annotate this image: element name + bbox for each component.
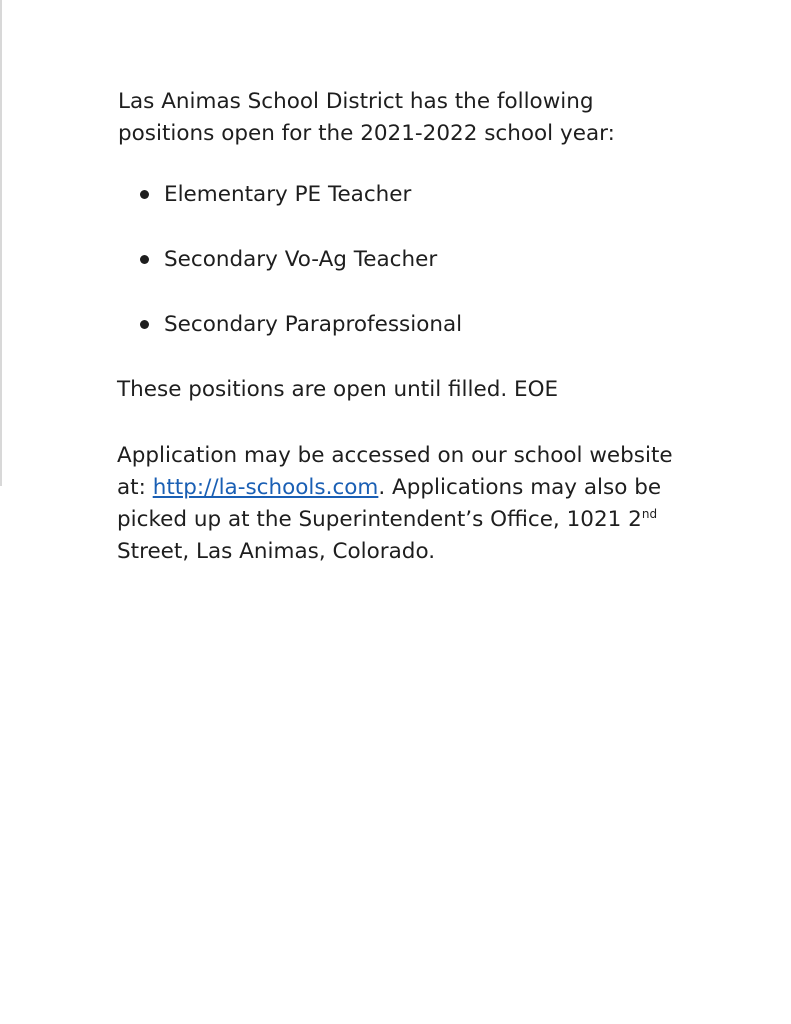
intro-line-2: positions open for the 2021-2022 school year: xyxy=(118,121,615,146)
application-line-4: Street, Las Animas, Colorado. xyxy=(117,539,436,564)
positions-list xyxy=(140,178,462,373)
application-at-label: at: xyxy=(117,475,146,500)
position-label: Elementary PE Teacher xyxy=(164,182,412,207)
open-until-filled-notice: These positions are open until filled. EOE xyxy=(117,377,559,402)
bullet-icon xyxy=(140,320,149,329)
school-website-link[interactable]: http://la-schools.com xyxy=(152,475,379,500)
application-line-3: picked up at the Superintendent’s Office, 1021 2 xyxy=(117,507,642,532)
application-after-link: . Applications may also be xyxy=(378,475,662,500)
bullet-icon xyxy=(140,190,149,199)
position-label: Secondary Paraprofessional xyxy=(164,312,463,337)
scan-edge-line xyxy=(0,0,2,486)
position-label: Secondary Vo-Ag Teacher xyxy=(164,247,438,272)
intro-line-1: Las Animas School District has the following xyxy=(118,89,594,114)
application-line-1: Application may be accessed on our school website xyxy=(117,443,673,468)
position-item xyxy=(140,178,462,211)
position-item xyxy=(140,243,462,276)
application-paragraph xyxy=(117,440,677,568)
ordinal-suffix: nd xyxy=(641,506,658,521)
bullet-icon xyxy=(140,255,149,264)
intro-paragraph xyxy=(118,86,678,150)
position-item xyxy=(140,308,462,341)
